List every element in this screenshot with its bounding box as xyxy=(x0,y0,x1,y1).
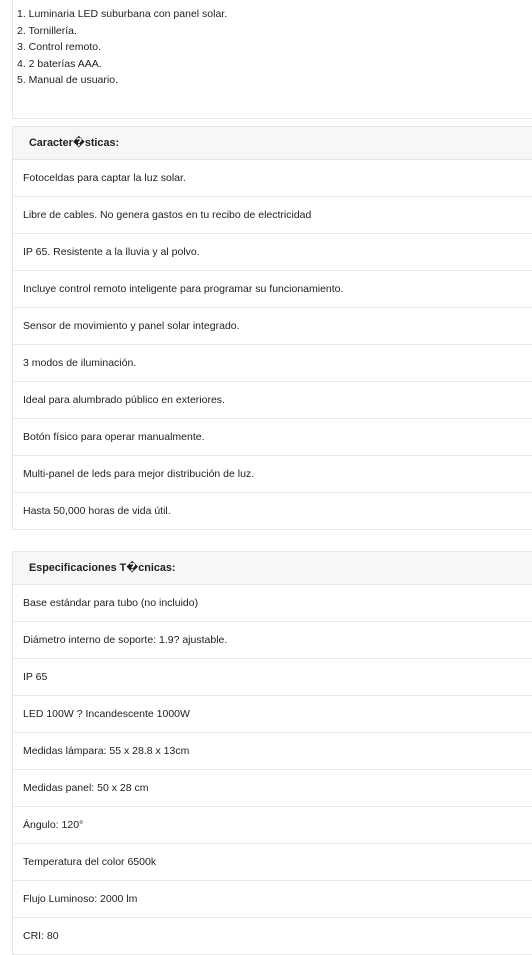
table-row: Libre de cables. No genera gastos en tu recibo de electricidad xyxy=(13,197,532,234)
list-item: 4. 2 baterías AAA. xyxy=(17,57,102,70)
table-row: Ángulo: 120° xyxy=(13,807,532,844)
list-item: 3. Control remoto. xyxy=(17,41,102,53)
table-row: Ideal para alumbrado público en exteriores. xyxy=(13,382,532,419)
package-contents-list xyxy=(17,6,227,89)
table-row: IP 65. Resistente a la lluvia y al polvo. xyxy=(13,234,532,271)
specs-table xyxy=(12,551,532,955)
list-item: 1. Luminaria LED suburbana con panel solar. xyxy=(17,8,228,20)
table-row: Diámetro interno de soporte: 1.9? ajustable. xyxy=(13,622,532,659)
table-row: Sensor de movimiento y panel solar integrado. xyxy=(13,308,532,345)
list-item: 2. Tornillería. xyxy=(17,24,77,37)
table-row: Base estándar para tubo (no incluido) xyxy=(13,585,532,622)
table-row: Incluye control remoto inteligente para programar su funcionamiento. xyxy=(13,271,532,308)
package-contents-box xyxy=(12,0,532,119)
table-row: Multi-panel de leds para mejor distribución de luz. xyxy=(13,456,532,493)
table-row: Medidas panel: 50 x 28 cm xyxy=(13,770,532,807)
table-row: CRI: 80 xyxy=(13,918,532,955)
table-row: Temperatura del color 6500k xyxy=(13,844,532,881)
table-row: 3 modos de iluminación. xyxy=(13,345,532,382)
features-table xyxy=(12,126,532,530)
table-row: Flujo Luminoso: 2000 lm xyxy=(13,881,532,918)
list-item: 5. Manual de usuario. xyxy=(17,74,118,86)
table-row: Botón físico para operar manualmente. xyxy=(13,419,532,456)
table-row: Medidas lámpara: 55 x 28.8 x 13cm xyxy=(13,733,532,770)
table-row: Hasta 50,000 horas de vida útil. xyxy=(13,493,532,530)
table-row: LED 100W ? Incandescente 1000W xyxy=(13,696,532,733)
specs-heading: Especificaciones T�cnicas: xyxy=(13,551,532,585)
table-row: IP 65 xyxy=(13,659,532,696)
table-row: Fotoceldas para captar la luz solar. xyxy=(13,160,532,197)
features-heading: Caracter�sticas: xyxy=(13,126,532,160)
